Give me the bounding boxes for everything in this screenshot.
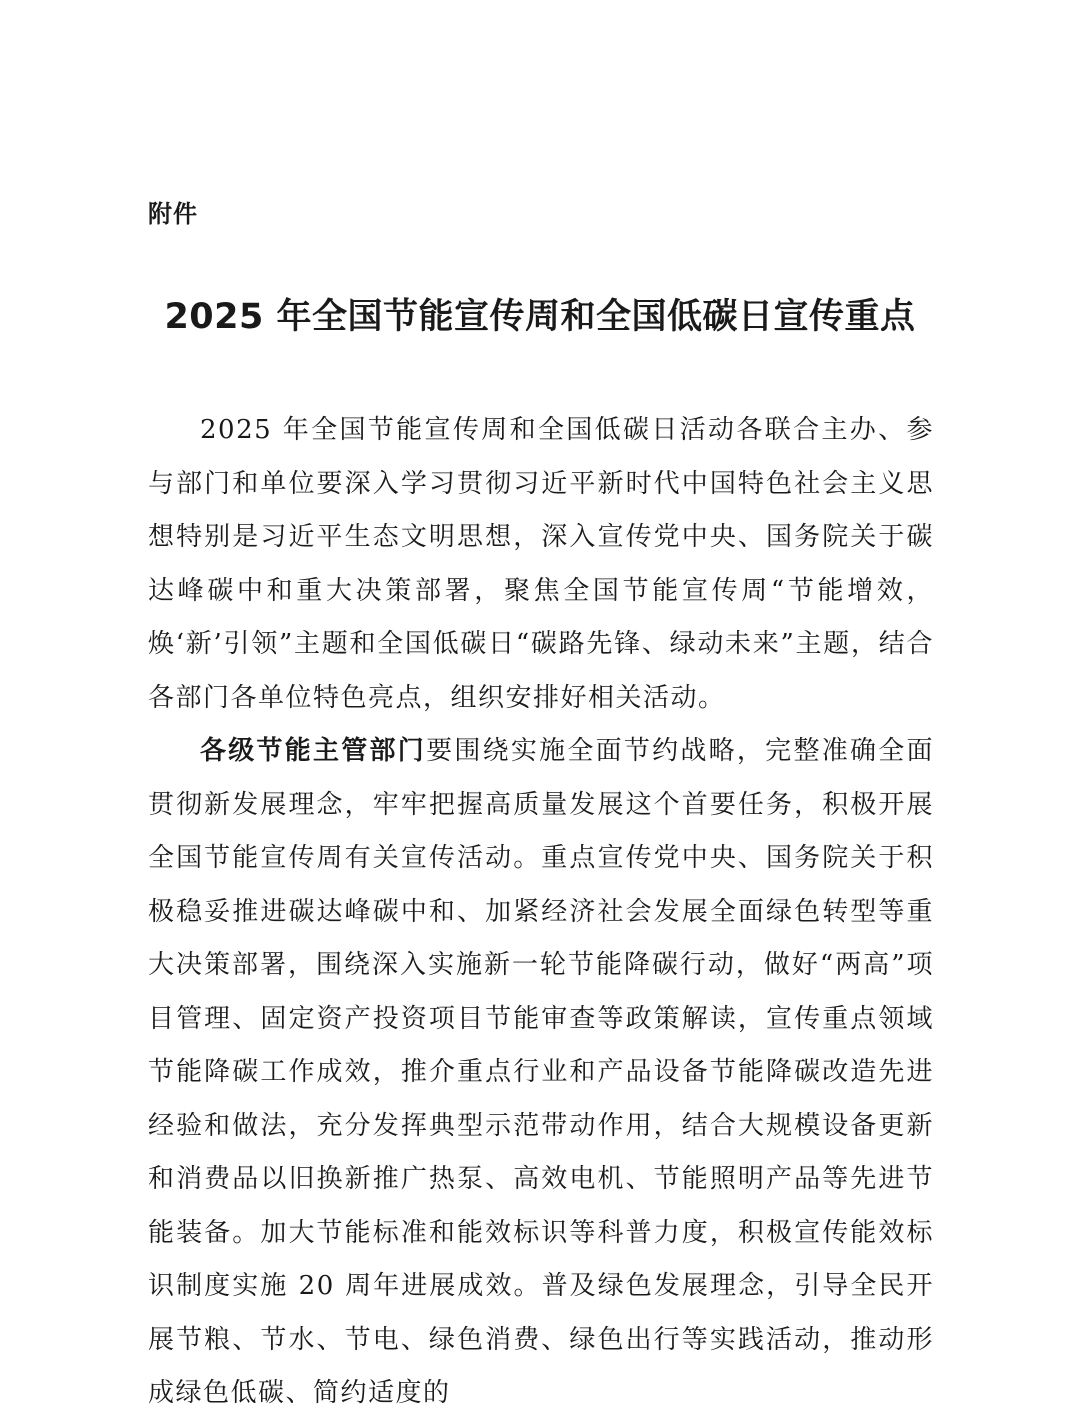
document-body xyxy=(148,404,934,1421)
paragraph-2-lead: 各级节能主管部门 xyxy=(200,736,427,766)
paragraph-1-text: 2025 年全国节能宣传周和全国低碳日活动各联合主办、参与部门和单位要深入学习贯彻习近平新时代中国特色社会主义思想特别是习近平生态文明思想，深入宣传党中央、国务院关于碳达峰碳中和重大决策部署，聚焦全国节能宣传周“节能增效，焕‘新’引领”主题和全国低碳日“碳路先锋、绿动未来”主题，结合各部门各单位特色亮点，组织安排好相关活动。 xyxy=(148,415,934,713)
attachment-label: 附件 xyxy=(148,200,198,228)
body-paragraph-2 xyxy=(148,725,934,1421)
body-paragraph-1 xyxy=(148,404,934,725)
paragraph-2-text: 要围绕实施全面节约战略，完整准确全面贯彻新发展理念，牢牢把握高质量发展这个首要任务，积极开展全国节能宣传周有关宣传活动。重点宣传党中央、国务院关于积极稳妥推进碳达峰碳中和、加紧经济社会发展全面绿色转型等重大决策部署，围绕深入实施新一轮节能降碳行动，做好“两高”项目管理、固定资产投资项目节能审查等政策解读，宣传重点领域节能降碳工作成效，推介重点行业和产品设备节能降碳改造先进经验和做法，充分发挥典型示范带动作用，结合大规模设备更新和消费品以旧换新推广热泵、高效电机、节能照明产品等先进节能装备。加大节能标准和能效标识等科普力度，积极宣传能效标识制度实施 20 周年进展成效。普及绿色发展理念，引导全民开展节粮、节水、节电、绿色消费、绿色出行等实践活动，推动形成绿色低碳、简约适度的 xyxy=(148,736,934,1408)
document-title: 2025 年全国节能宣传周和全国低碳日宣传重点 xyxy=(164,297,916,337)
